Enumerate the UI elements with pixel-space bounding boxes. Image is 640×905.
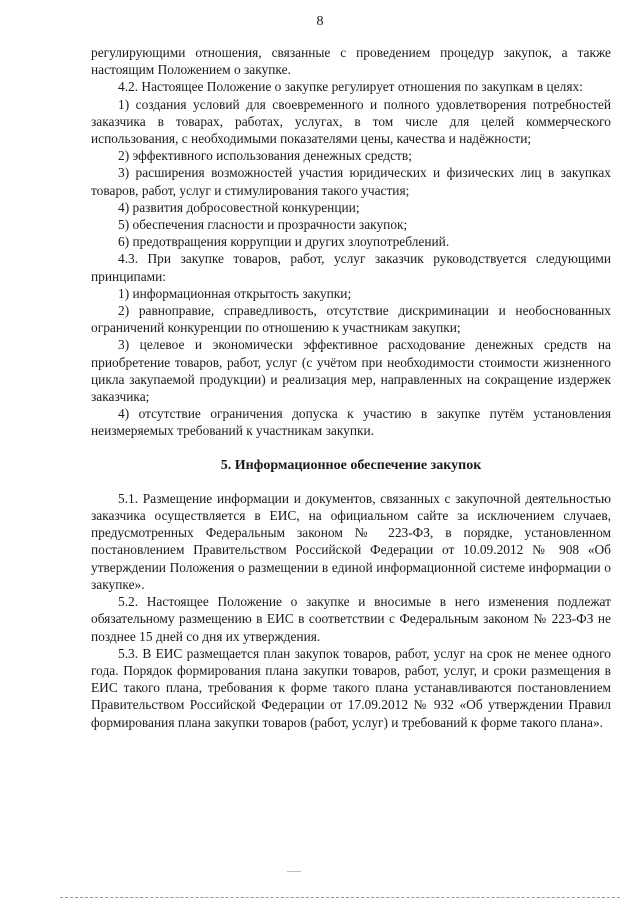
list-item-4-3-4: 4) отсутствие ограничения допуска к участию в закупке путём установления неизмеряемых требований к участникам закупки. — [91, 406, 611, 439]
list-item-4-2-6: 6) предотвращения коррупции и других злоупотреблений. — [118, 234, 450, 250]
list-item-4-3-3: 3) целевое и экономически эффективное расходование денежных средств на приобретение товаров, работ, услуг (с учётом при необходимости стоимости жизненного цикла закупаемой продукции) и реализация мер, направленных на сокращение издержек заказчика; — [91, 337, 611, 405]
list-item-4-2-2: 2) эффективного использования денежных средств; — [118, 148, 412, 164]
scan-artifact-line — [287, 871, 301, 872]
list-item-4-2-3: 3) расширения возможностей участия юридических и физических лиц в закупках товаров, работ, услуг и стимулирования такого участия; — [91, 165, 611, 198]
paragraph-4-2: 4.2. Настоящее Положение о закупке регулирует отношения по закупкам в целях: — [118, 79, 583, 95]
list-item-4-2-5: 5) обеспечения гласности и прозрачности закупок; — [118, 217, 408, 233]
list-item-4-2-4: 4) развития добросовестной конкуренции; — [118, 199, 360, 215]
paragraph-5-2: 5.2. Настоящее Положение о закупке и вносимые в него изменения подлежат обязательному размещению в ЕИС в соответствии с Федеральным законом № 223-ФЗ не позднее 15 дней со дня их утверждения. — [91, 594, 611, 644]
paragraph-5-1: 5.1. Размещение информации и документов, связанных с закупочной деятельностью заказчика осуществляется в ЕИС, на официальном сайте за исключением случаев, предусмотренных Федеральным законом № 223-ФЗ, в порядке, установленном постановлением Правительством Российской Федерации от 10.09.2012 № 908 «Об утверждении Положения о размещении в единой информационной системе информации о закупке». — [91, 490, 611, 592]
page-number: 8 — [316, 14, 324, 29]
bottom-edge-rule — [60, 897, 620, 898]
list-item-4-3-2: 2) равноправие, справедливость, отсутствие дискриминации и необоснованных ограничений конкуренции по отношению к участникам закупки; — [91, 303, 611, 336]
paragraph-4-3: 4.3. При закупке товаров, работ, услуг заказчик руководствуется следующими принципами: — [91, 251, 611, 284]
section-heading: 5. Информационное обеспечение закупок — [220, 457, 482, 473]
paragraph-5-3: 5.3. В ЕИС размещается план закупок товаров, работ, услуг на срок не менее одного года. Порядок формирования плана закупки товаров, работ, услуг, и сроки размещения в ЕИС такого плана, требования к форме такого плана устанавливаются постановлением Правительством Российской Федерации от 17.09.2012 № 932 «Об утверждении Правил формирования плана закупки товаров (работ, услуг) и требований к форме такого плана». — [91, 645, 611, 730]
document-body — [91, 44, 611, 731]
list-item-4-2-1: 1) создания условий для своевременного и полного удовлетворения потребностей заказчика в товарах, работах, услугах, в том числе для целей коммерческого использования, с необходимыми показателями цены, качества и надёжности; — [91, 96, 611, 147]
paragraph-continuation: регулирующими отношения, связанные с проведением процедур закупок, а также настоящим Положением о закупке. — [91, 45, 611, 78]
list-item-4-3-1: 1) информационная открытость закупки; — [118, 285, 352, 301]
